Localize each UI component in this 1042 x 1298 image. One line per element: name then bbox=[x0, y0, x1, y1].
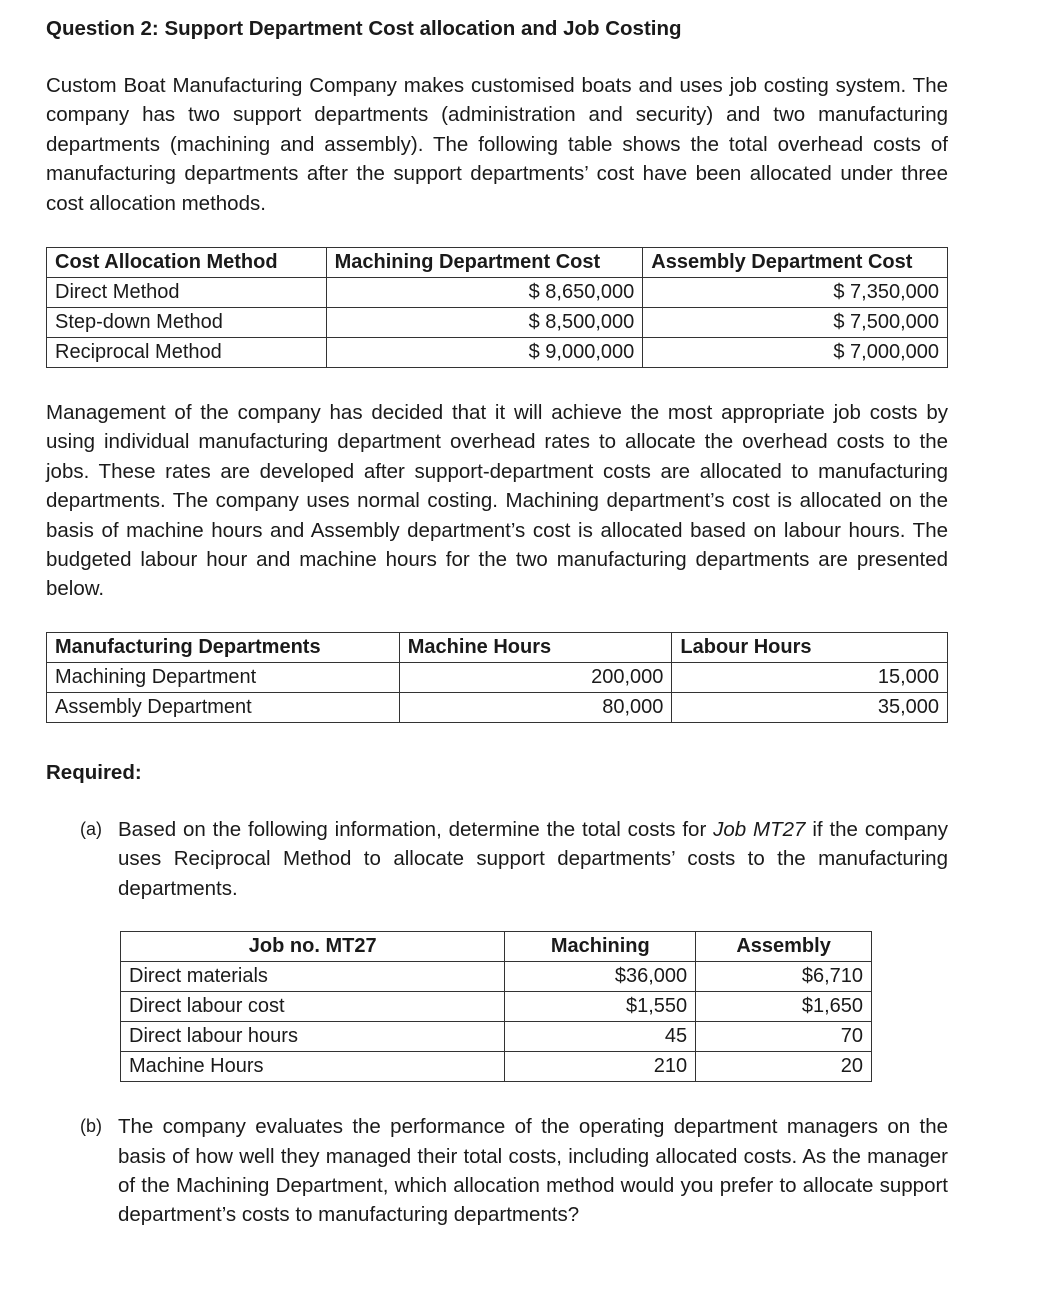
machining-cost-cell: $ 9,000,000 bbox=[326, 338, 643, 368]
table-row bbox=[47, 692, 948, 722]
method-cell: Direct Method bbox=[47, 278, 327, 308]
part-a-text-before: Based on the following information, determine the total costs for bbox=[118, 817, 714, 841]
machining-value-cell: 210 bbox=[505, 1052, 696, 1082]
machining-cost-cell: $ 8,500,000 bbox=[326, 308, 643, 338]
table-row bbox=[47, 278, 948, 308]
labour-hours-cell: 35,000 bbox=[672, 692, 948, 722]
table-row bbox=[121, 1052, 872, 1082]
assembly-value-cell: $6,710 bbox=[696, 962, 872, 992]
part-b bbox=[46, 1112, 948, 1230]
machining-cost-cell: $ 8,650,000 bbox=[326, 278, 643, 308]
table-header-cell: Machine Hours bbox=[399, 632, 672, 662]
labour-hours-cell: 15,000 bbox=[672, 662, 948, 692]
method-cell: Reciprocal Method bbox=[47, 338, 327, 368]
table-header-row bbox=[121, 932, 872, 962]
budgeted-hours-table bbox=[46, 632, 948, 723]
method-cell: Step-down Method bbox=[47, 308, 327, 338]
table-header-row bbox=[47, 248, 948, 278]
document-page bbox=[46, 14, 948, 1230]
part-a-text bbox=[118, 815, 948, 903]
required-heading: Required: bbox=[46, 760, 142, 784]
machining-value-cell: $1,550 bbox=[505, 992, 696, 1022]
part-b-text: The company evaluates the performance of the operating department managers on the basis of how well they managed their total costs, including allocated costs. As the manager of the Machining Department, which allocation method would you prefer to allocate support department’s costs to manufacturing departments? bbox=[118, 1115, 948, 1227]
machine-hours-cell: 200,000 bbox=[399, 662, 672, 692]
table-row bbox=[47, 308, 948, 338]
machining-value-cell: 45 bbox=[505, 1022, 696, 1052]
part-a-label: (a) bbox=[80, 818, 102, 839]
table-header-cell: Assembly Department Cost bbox=[643, 248, 948, 278]
allocation-method-table bbox=[46, 247, 948, 368]
table-header-cell: Machining Department Cost bbox=[326, 248, 643, 278]
table-header-cell: Cost Allocation Method bbox=[47, 248, 327, 278]
table-row bbox=[121, 992, 872, 1022]
table-row bbox=[121, 962, 872, 992]
job-reference: Job MT27 bbox=[713, 817, 806, 841]
table-header-cell: Manufacturing Departments bbox=[47, 632, 400, 662]
table-header-row bbox=[47, 632, 948, 662]
machine-hours-cell: 80,000 bbox=[399, 692, 672, 722]
machining-value-cell: $36,000 bbox=[505, 962, 696, 992]
department-cell: Assembly Department bbox=[47, 692, 400, 722]
assembly-cost-cell: $ 7,350,000 bbox=[643, 278, 948, 308]
job-mt27-table bbox=[120, 931, 872, 1082]
assembly-value-cell: 20 bbox=[696, 1052, 872, 1082]
management-paragraph: Management of the company has decided that it will achieve the most appropriate job costs by using individual manufacturing department overhead rates to allocate the overhead costs to the jobs. These rates are developed after support-department costs are allocated to manufacturing departments. The company uses normal costing. Machining department’s cost is allocated on the basis of machine hours and Assembly department’s cost is allocated based on labour hours. The budgeted labour hour and machine hours for the two manufacturing departments are presented below. bbox=[46, 401, 948, 601]
item-cell: Direct labour cost bbox=[121, 992, 505, 1022]
intro-paragraph: Custom Boat Manufacturing Company makes customised boats and uses job costing system. The company has two support departments (administration and security) and two manufacturing departments (machining and assembly). The following table shows the total overhead costs of manufacturing departments after the support departments’ cost have been allocated under three cost allocation methods. bbox=[46, 74, 948, 215]
table-header-cell: Assembly bbox=[696, 932, 872, 962]
part-a-text-after: if the company uses Reciprocal Method to allocate support departments’ costs to the manufacturing departments. bbox=[118, 817, 948, 900]
table-header-cell: Labour Hours bbox=[672, 632, 948, 662]
assembly-cost-cell: $ 7,500,000 bbox=[643, 308, 948, 338]
department-cell: Machining Department bbox=[47, 662, 400, 692]
assembly-value-cell: $1,650 bbox=[696, 992, 872, 1022]
assembly-cost-cell: $ 7,000,000 bbox=[643, 338, 948, 368]
table-header-cell: Job no. MT27 bbox=[121, 932, 505, 962]
item-cell: Machine Hours bbox=[121, 1052, 505, 1082]
item-cell: Direct materials bbox=[121, 962, 505, 992]
assembly-value-cell: 70 bbox=[696, 1022, 872, 1052]
table-row bbox=[47, 338, 948, 368]
part-b-label: (b) bbox=[80, 1116, 102, 1137]
part-a bbox=[46, 815, 948, 903]
item-cell: Direct labour hours bbox=[121, 1022, 505, 1052]
question-title: Question 2: Support Department Cost allocation and Job Costing bbox=[46, 17, 682, 40]
table-row bbox=[121, 1022, 872, 1052]
table-header-cell: Machining bbox=[505, 932, 696, 962]
table-row bbox=[47, 662, 948, 692]
